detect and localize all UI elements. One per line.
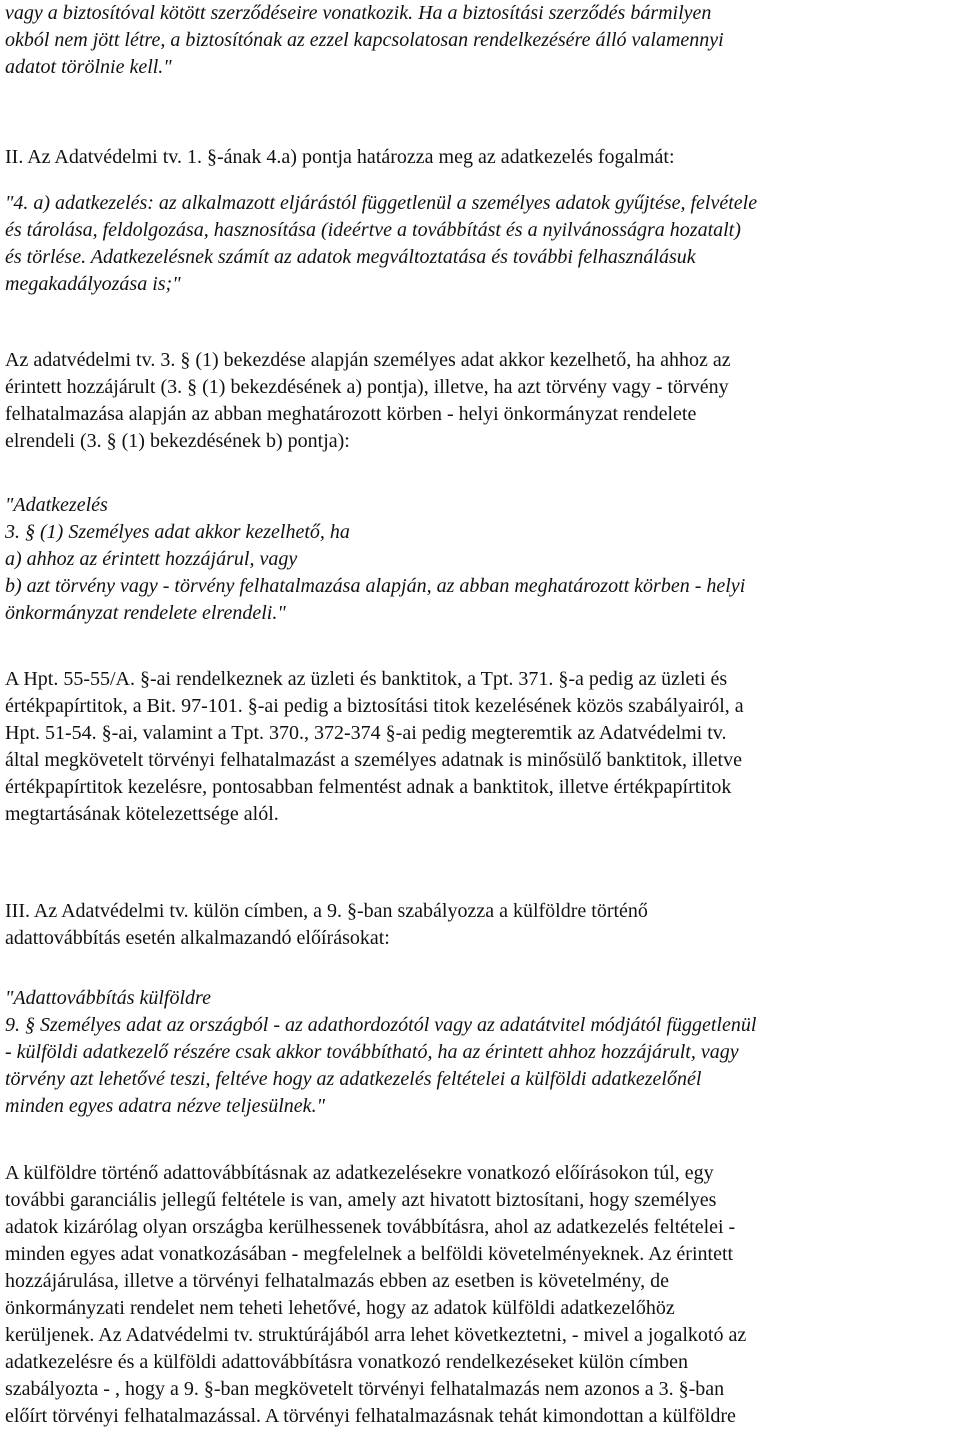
section-heading-II: [5, 144, 955, 171]
quote-section-9: [5, 985, 955, 1120]
text-line: elrendeli (3. § (1) bekezdésének b) pontja):: [5, 430, 350, 452]
text-line: törvény azt lehetővé teszi, feltéve hogy az adatkezelés feltételei a külföldi adatkezelőnél: [5, 1068, 702, 1090]
text-line: további garanciális jellegű feltétele is van, amely azt hivatott biztosítani, hogy személyes: [5, 1189, 717, 1211]
text-line: adatok kizárólag olyan országba kerülhessenek továbbításra, ahol az adatkezelés feltételei -: [5, 1216, 736, 1238]
text-line: által megkövetelt törvényi felhatalmazást a személyes adatnak is minősülő banktitok, illetve: [5, 749, 742, 771]
text-line: megakadályozása is;": [5, 273, 181, 295]
paragraph-insurance-quote-end: [5, 0, 955, 81]
text-line: A külföldre történő adattovábbításnak az adatkezelésekre vonatkozó előírásokon túl, egy: [5, 1162, 714, 1184]
text-line: III. Az Adatvédelmi tv. külön címben, a 9. §-ban szabályozza a külföldre történő: [5, 900, 648, 922]
text-line: adatot törölnie kell.": [5, 56, 172, 78]
text-line: szabályozta - , hogy a 9. §-ban megkövetelt törvényi felhatalmazás nem azonos a 3. §-ban: [5, 1378, 725, 1400]
quote-definition-data-processing: [5, 190, 955, 298]
text-line: és tárolása, feldolgozása, hasznosítása (ideértve a továbbítást és a nyilvánosságra hozatalt): [5, 219, 741, 241]
text-line: minden egyes adat vonatkozásában - megfelelnek a belföldi követelményeknek. Az érintett: [5, 1243, 734, 1265]
text-line: okból nem jött létre, a biztosítónak az ezzel kapcsolatosan rendelkezésére álló valamennyi: [5, 29, 724, 51]
text-line: előírt törvényi felhatalmazással. A törvényi felhatalmazásnak tehát kimondottan a külföldre: [5, 1405, 736, 1427]
text-line: Hpt. 51-54. §-ai, valamint a Tpt. 370., 372-374 §-ai pedig megteremtik az Adatvédelmi tv.: [5, 722, 727, 744]
text-line: önkormányzati rendelet nem teheti lehetővé, hogy az adatok külföldi adatkezelőhöz: [5, 1297, 675, 1319]
text-line: értékpapírtitok, a Bit. 97-101. §-ai pedig a biztosítási titok kezelésének közös szabályairól, a: [5, 695, 744, 717]
text-line: adatkezelésre és a külföldi adattovábbításra vonatkozó rendelkezéseket külön címben: [5, 1351, 689, 1373]
text-line: "Adatkezelés: [5, 494, 108, 516]
text-line: 3. § (1) Személyes adat akkor kezelhető, ha: [5, 521, 350, 543]
text-line: megtartásának kötelezettsége alól.: [5, 803, 279, 825]
text-line: Az adatvédelmi tv. 3. § (1) bekezdése alapján személyes adat akkor kezelhető, ha ahhoz az: [5, 349, 731, 371]
paragraph-legal-basis: [5, 347, 955, 455]
text-line: "4. a) adatkezelés: az alkalmazott eljárástól függetlenül a személyes adatok gyűjtése, felvétele: [5, 192, 758, 214]
paragraph-banking-secrecy: [5, 666, 955, 828]
text-line: 9. § Személyes adat az országból - az adathordozótól vagy az adatátvitel módjától függetlenül: [5, 1014, 757, 1036]
text-line: II. Az Adatvédelmi tv. 1. §-ának 4.a) pontja határozza meg az adatkezelés fogalmát:: [5, 146, 675, 168]
text-line: A Hpt. 55-55/A. §-ai rendelkeznek az üzleti és banktitok, a Tpt. 371. §-a pedig az üzleti és: [5, 668, 728, 690]
text-line: vagy a biztosítóval kötött szerződéseire vonatkozik. Ha a biztosítási szerződés bármilyen: [5, 2, 712, 24]
text-line: a) ahhoz az érintett hozzájárul, vagy: [5, 548, 298, 570]
text-line: felhatalmazása alapján az abban meghatározott körben - helyi önkormányzat rendelete: [5, 403, 697, 425]
text-line: b) azt törvény vagy - törvény felhatalmazása alapján, az abban meghatározott körben - helyi: [5, 575, 746, 597]
text-line: kerüljenek. Az Adatvédelmi tv. struktúrájából arra lehet következtetni, - mivel a jogalkotó az: [5, 1324, 747, 1346]
text-line: és törlése. Adatkezelésnek számít az adatok megváltoztatása és további felhasználásuk: [5, 246, 696, 268]
paragraph-foreign-transfer: [5, 1160, 955, 1430]
text-line: minden egyes adatra nézve teljesülnek.": [5, 1095, 325, 1117]
text-line: önkormányzat rendelete elrendeli.": [5, 602, 286, 624]
text-line: hozzájárulása, illetve a törvényi felhatalmazás ebben az esetben is követelmény, de: [5, 1270, 669, 1292]
section-heading-III: [5, 898, 955, 952]
text-line: adattovábbítás esetén alkalmazandó előírásokat:: [5, 927, 390, 949]
text-line: érintett hozzájárult (3. § (1) bekezdésének a) pontja), illetve, ha azt törvény vagy - törvény: [5, 376, 729, 398]
quote-section-3: [5, 492, 955, 627]
text-line: értékpapírtitok kezelésre, pontosabban felmentést adnak a banktitok, illetve értékpapírtitok: [5, 776, 732, 798]
text-line: - külföldi adatkezelő részére csak akkor továbbítható, ha az érintett ahhoz hozzájárult, vagy: [5, 1041, 739, 1063]
text-line: "Adattovábbítás külföldre: [5, 987, 211, 1009]
